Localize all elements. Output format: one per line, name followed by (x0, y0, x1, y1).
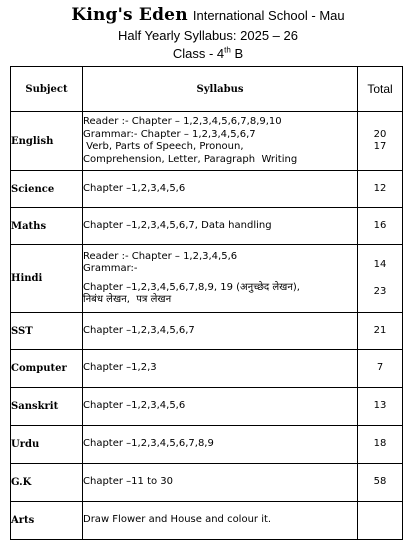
school-name-rest: International School - Mau (192, 8, 345, 23)
table-row (11, 171, 403, 208)
total-value: 21 (373, 324, 387, 336)
subject-cell: Science (11, 171, 83, 208)
subject-cell: Arts (11, 502, 83, 540)
syllabus-line: Chapter –1,2,3,4,5,6 (83, 182, 186, 194)
total-cell (358, 502, 403, 540)
class-suffix: B (230, 46, 244, 61)
syllabus-cell (83, 112, 358, 171)
subject-cell: SST (11, 313, 83, 350)
total-value: 17 (373, 141, 387, 152)
table-row (11, 464, 403, 502)
syllabus-cell (83, 350, 358, 388)
syllabus-line: Grammar:- (83, 263, 138, 274)
class-title (0, 46, 416, 61)
syllabus-cell (83, 464, 358, 502)
total-value: 58 (373, 476, 387, 488)
syllabus-line: Reader :- Chapter – 1,2,3,4,5,6,7,8,9,10 (83, 116, 282, 127)
syllabus-cell (83, 171, 358, 208)
syllabus-line: Chapter –1,2,3,4,5,6,7,8,9, 19 (अनुच्छेद लेखन), (83, 281, 300, 293)
syllabus-cell (83, 502, 358, 540)
total-value: 12 (373, 182, 387, 194)
subject-cell: English (11, 112, 83, 171)
total-cell (358, 112, 403, 171)
total-value: 23 (373, 285, 387, 297)
subject-cell: Hindi (11, 245, 83, 313)
total-cell (358, 171, 403, 208)
syllabus-title: Half Yearly Syllabus: 2025 – 26 (118, 28, 298, 43)
total-cell (358, 350, 403, 388)
syllabus-line: Chapter –1,2,3,4,5,6 (83, 400, 186, 412)
syllabus-line: Grammar:- Chapter – 1,2,3,4,5,6,7 (83, 128, 256, 140)
syllabus-line: Chapter –1,2,3,4,5,6,7 (83, 324, 195, 336)
syllabus-line: Chapter –1,2,3,4,5,6,7, Data handling (83, 219, 272, 231)
syllabus-line: Chapter –1,2,3,4,5,6,7,8,9 (83, 438, 214, 450)
syllabus-cell (83, 388, 358, 426)
class-prefix: Class - 4 (172, 46, 225, 61)
school-title-line (0, 5, 416, 25)
syllabus-cell (83, 313, 358, 350)
class-superscript: th (224, 45, 231, 55)
syllabus-line: Reader :- Chapter – 1,2,3,4,5,6 (83, 250, 238, 262)
total-cell (358, 464, 403, 502)
table-header-row (11, 67, 403, 112)
column-header-subject: Subject (11, 67, 83, 112)
school-name: King's Eden (71, 5, 188, 25)
total-value: 16 (373, 219, 387, 231)
total-cell (358, 388, 403, 426)
syllabus-line: निबंध लेखन, पत्र लेखन (83, 294, 172, 305)
subject-cell: G.K (11, 464, 83, 502)
syllabus-cell (83, 208, 358, 245)
syllabus-line: Chapter –1,2,3 (83, 362, 157, 374)
syllabus-line: Comprehension, Letter, Paragraph Writing (83, 153, 298, 165)
table-row (11, 112, 403, 171)
table-row (11, 388, 403, 426)
syllabus-cell (83, 426, 358, 464)
total-value: 18 (373, 438, 387, 450)
subject-cell: Computer (11, 350, 83, 388)
column-header-syllabus: Syllabus (83, 67, 358, 112)
table-row (11, 245, 403, 313)
subject-cell: Sanskrit (11, 388, 83, 426)
syllabus-line: Chapter –11 to 30 (83, 476, 174, 488)
total-value: 14 (373, 259, 387, 270)
syllabus-line: Verb, Parts of Speech, Pronoun, (83, 141, 244, 152)
subject-cell: Urdu (11, 426, 83, 464)
total-value: 7 (376, 362, 384, 374)
table-row (11, 502, 403, 540)
total-cell (358, 208, 403, 245)
syllabus-table (10, 66, 403, 540)
total-cell (358, 313, 403, 350)
syllabus-line: Draw Flower and House and colour it. (83, 514, 272, 526)
table-row (11, 313, 403, 350)
syllabus-cell (83, 245, 358, 313)
total-value: 20 (373, 128, 387, 140)
total-cell (358, 245, 403, 313)
column-header-total: Total (358, 67, 403, 112)
table-row (11, 350, 403, 388)
total-value: 13 (373, 400, 387, 412)
total-cell (358, 426, 403, 464)
table-row (11, 426, 403, 464)
table-row (11, 208, 403, 245)
subject-cell: Maths (11, 208, 83, 245)
